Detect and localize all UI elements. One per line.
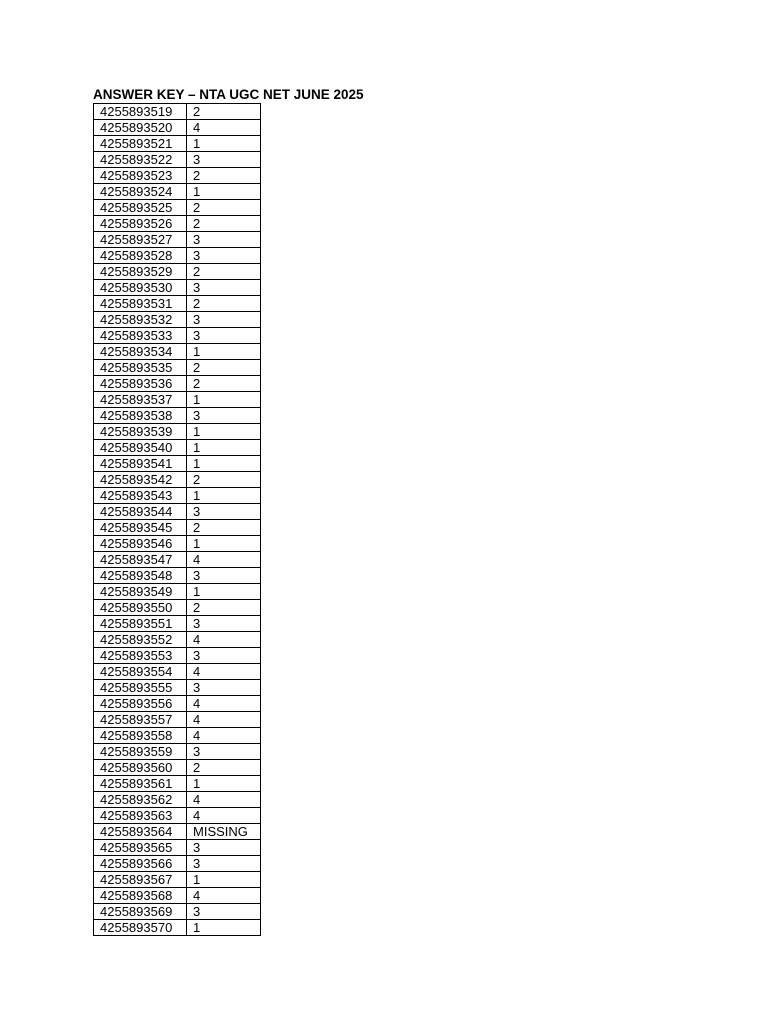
question-id-cell: 4255893559	[94, 744, 187, 760]
question-id-cell: 4255893557	[94, 712, 187, 728]
table-row	[94, 312, 261, 328]
question-id-cell: 4255893521	[94, 136, 187, 152]
question-id-cell: 4255893561	[94, 776, 187, 792]
answer-cell: 1	[187, 920, 261, 936]
question-id-cell: 4255893542	[94, 472, 187, 488]
answer-cell: 3	[187, 680, 261, 696]
table-row	[94, 584, 261, 600]
answer-cell: 2	[187, 200, 261, 216]
table-row	[94, 760, 261, 776]
question-id-cell: 4255893535	[94, 360, 187, 376]
answer-key-body	[94, 104, 261, 936]
question-id-cell: 4255893546	[94, 536, 187, 552]
answer-cell: 2	[187, 168, 261, 184]
table-row	[94, 840, 261, 856]
table-row	[94, 792, 261, 808]
table-row	[94, 552, 261, 568]
answer-cell: 4	[187, 696, 261, 712]
table-row	[94, 184, 261, 200]
table-row	[94, 920, 261, 936]
table-row	[94, 136, 261, 152]
answer-cell: 3	[187, 312, 261, 328]
answer-cell: 4	[187, 552, 261, 568]
question-id-cell: 4255893555	[94, 680, 187, 696]
question-id-cell: 4255893545	[94, 520, 187, 536]
question-id-cell: 4255893560	[94, 760, 187, 776]
table-row	[94, 536, 261, 552]
answer-cell: 3	[187, 152, 261, 168]
question-id-cell: 4255893522	[94, 152, 187, 168]
question-id-cell: 4255893569	[94, 904, 187, 920]
question-id-cell: 4255893567	[94, 872, 187, 888]
answer-cell: 1	[187, 536, 261, 552]
question-id-cell: 4255893524	[94, 184, 187, 200]
question-id-cell: 4255893563	[94, 808, 187, 824]
answer-cell: 2	[187, 104, 261, 120]
answer-cell: 2	[187, 264, 261, 280]
question-id-cell: 4255893544	[94, 504, 187, 520]
table-row	[94, 488, 261, 504]
question-id-cell: 4255893528	[94, 248, 187, 264]
question-id-cell: 4255893554	[94, 664, 187, 680]
table-row	[94, 328, 261, 344]
question-id-cell: 4255893530	[94, 280, 187, 296]
answer-cell: 1	[187, 584, 261, 600]
question-id-cell: 4255893538	[94, 408, 187, 424]
answer-cell: 3	[187, 248, 261, 264]
question-id-cell: 4255893534	[94, 344, 187, 360]
answer-cell: 3	[187, 280, 261, 296]
table-row	[94, 440, 261, 456]
answer-cell: 3	[187, 616, 261, 632]
answer-cell: 3	[187, 504, 261, 520]
question-id-cell: 4255893568	[94, 888, 187, 904]
answer-cell: 1	[187, 776, 261, 792]
question-id-cell: 4255893570	[94, 920, 187, 936]
table-row	[94, 280, 261, 296]
table-row	[94, 392, 261, 408]
answer-cell: 4	[187, 120, 261, 136]
question-id-cell: 4255893550	[94, 600, 187, 616]
answer-key-table	[93, 103, 261, 936]
table-row	[94, 248, 261, 264]
table-row	[94, 568, 261, 584]
answer-cell: 4	[187, 728, 261, 744]
table-row	[94, 264, 261, 280]
answer-cell: 1	[187, 344, 261, 360]
table-row	[94, 344, 261, 360]
table-row	[94, 520, 261, 536]
table-row	[94, 824, 261, 840]
question-id-cell: 4255893540	[94, 440, 187, 456]
table-row	[94, 888, 261, 904]
table-row	[94, 456, 261, 472]
answer-cell: 3	[187, 904, 261, 920]
answer-cell: 2	[187, 760, 261, 776]
answer-cell: 4	[187, 808, 261, 824]
question-id-cell: 4255893553	[94, 648, 187, 664]
answer-cell: 3	[187, 408, 261, 424]
question-id-cell: 4255893558	[94, 728, 187, 744]
answer-cell: 3	[187, 232, 261, 248]
table-row	[94, 424, 261, 440]
table-row	[94, 152, 261, 168]
question-id-cell: 4255893543	[94, 488, 187, 504]
answer-cell: 2	[187, 360, 261, 376]
answer-cell: 4	[187, 792, 261, 808]
question-id-cell: 4255893566	[94, 856, 187, 872]
table-row	[94, 664, 261, 680]
table-row	[94, 120, 261, 136]
answer-cell: 4	[187, 712, 261, 728]
question-id-cell: 4255893541	[94, 456, 187, 472]
answer-cell: 3	[187, 744, 261, 760]
table-row	[94, 616, 261, 632]
table-row	[94, 680, 261, 696]
answer-cell: 2	[187, 600, 261, 616]
question-id-cell: 4255893537	[94, 392, 187, 408]
table-row	[94, 904, 261, 920]
answer-cell: 4	[187, 888, 261, 904]
table-row	[94, 472, 261, 488]
question-id-cell: 4255893552	[94, 632, 187, 648]
table-row	[94, 216, 261, 232]
answer-cell: 3	[187, 856, 261, 872]
question-id-cell: 4255893532	[94, 312, 187, 328]
question-id-cell: 4255893527	[94, 232, 187, 248]
answer-cell: 2	[187, 376, 261, 392]
answer-cell: 1	[187, 136, 261, 152]
table-row	[94, 776, 261, 792]
answer-cell: MISSING	[187, 824, 261, 840]
table-row	[94, 808, 261, 824]
answer-cell: 3	[187, 648, 261, 664]
question-id-cell: 4255893556	[94, 696, 187, 712]
answer-cell: 1	[187, 392, 261, 408]
table-row	[94, 360, 261, 376]
question-id-cell: 4255893548	[94, 568, 187, 584]
answer-cell: 1	[187, 456, 261, 472]
table-row	[94, 376, 261, 392]
document-title: ANSWER KEY – NTA UGC NET JUNE 2025	[93, 87, 364, 102]
question-id-cell: 4255893526	[94, 216, 187, 232]
table-row	[94, 504, 261, 520]
question-id-cell: 4255893549	[94, 584, 187, 600]
answer-cell: 2	[187, 296, 261, 312]
answer-cell: 2	[187, 472, 261, 488]
question-id-cell: 4255893565	[94, 840, 187, 856]
answer-cell: 1	[187, 872, 261, 888]
table-row	[94, 232, 261, 248]
question-id-cell: 4255893520	[94, 120, 187, 136]
table-row	[94, 712, 261, 728]
question-id-cell: 4255893547	[94, 552, 187, 568]
answer-cell: 3	[187, 568, 261, 584]
question-id-cell: 4255893533	[94, 328, 187, 344]
table-row	[94, 632, 261, 648]
table-row	[94, 728, 261, 744]
answer-cell: 1	[187, 424, 261, 440]
table-row	[94, 872, 261, 888]
question-id-cell: 4255893562	[94, 792, 187, 808]
table-row	[94, 200, 261, 216]
table-row	[94, 296, 261, 312]
question-id-cell: 4255893536	[94, 376, 187, 392]
answer-cell: 1	[187, 488, 261, 504]
table-row	[94, 648, 261, 664]
answer-cell: 1	[187, 440, 261, 456]
question-id-cell: 4255893523	[94, 168, 187, 184]
table-row	[94, 856, 261, 872]
table-row	[94, 408, 261, 424]
question-id-cell: 4255893551	[94, 616, 187, 632]
answer-cell: 4	[187, 632, 261, 648]
question-id-cell: 4255893564	[94, 824, 187, 840]
table-row	[94, 600, 261, 616]
answer-cell: 2	[187, 520, 261, 536]
answer-cell: 1	[187, 184, 261, 200]
question-id-cell: 4255893539	[94, 424, 187, 440]
answer-cell: 3	[187, 840, 261, 856]
answer-cell: 3	[187, 328, 261, 344]
question-id-cell: 4255893519	[94, 104, 187, 120]
table-row	[94, 104, 261, 120]
question-id-cell: 4255893531	[94, 296, 187, 312]
table-row	[94, 744, 261, 760]
question-id-cell: 4255893525	[94, 200, 187, 216]
answer-cell: 4	[187, 664, 261, 680]
question-id-cell: 4255893529	[94, 264, 187, 280]
answer-cell: 2	[187, 216, 261, 232]
table-row	[94, 696, 261, 712]
table-row	[94, 168, 261, 184]
